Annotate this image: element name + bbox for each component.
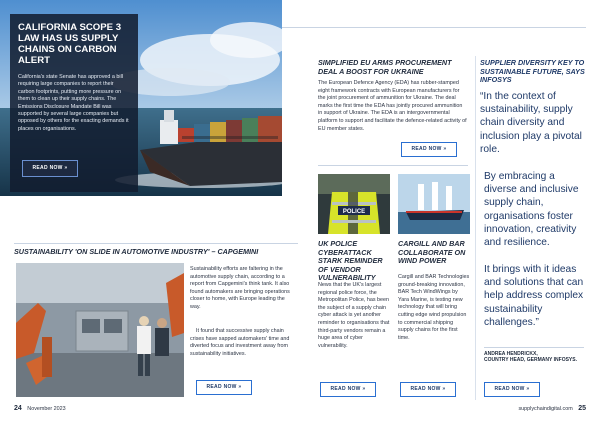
police-read-now-button[interactable]: READ NOW » xyxy=(320,382,376,397)
supplier-quote-2: By embracing a diverse and inclusive supply chain, organisations foster innovation, creativity and resilience. xyxy=(484,171,579,249)
eu-arms-headline: SIMPLIFIED EU ARMS PROCUREMENT DEAL A BOOST FOR UKRAINE xyxy=(318,58,452,76)
capgemini-para-1: Sustainability efforts are faltering in the automotive supply chain, according to a report from Capgemini's think tank. It also found automakers are bringing operations closer to home, with Europe leading the way. xyxy=(190,266,290,310)
wind-ship-image xyxy=(398,174,470,234)
eu-arms-divider xyxy=(318,165,468,166)
supplier-read-now-button[interactable]: READ NOW » xyxy=(484,382,540,397)
police-officer-image xyxy=(318,174,390,234)
attribution-divider xyxy=(484,347,584,348)
eu-arms-body: The European Defence Agency (EDA) has rubber-stamped eight framework contracts with European manufacturers for the joint procurement of ammunition for Ukraine. The deal marks the first time the EDA has jointly procured ammunition in support of Ukraine. The EDA is an intergovernmental platform to support and facilitate the defence-related activity of EU member states. xyxy=(318,80,467,132)
supplier-quote-1: “In the context of sustainability, supply chain diversity and inclusion play a pivotal role. xyxy=(480,91,582,155)
supplier-quote-3: It brings with it ideas and solutions that can help address complex sustainability challenges.” xyxy=(484,264,584,328)
police-vest-label: POLICE xyxy=(342,209,366,215)
page-number-left: 24 xyxy=(14,405,22,412)
hero-feature xyxy=(0,0,282,196)
site-url: supplychaindigital.com xyxy=(518,406,573,412)
hero-read-now-button[interactable]: READ NOW » xyxy=(22,160,78,177)
page-number-right: 25 xyxy=(578,405,586,412)
automotive-factory-image xyxy=(16,263,184,397)
hero-body: California's state Senate has approved a bill requiring large companies to report their carbon footprints, putting more pressure on them to clean up their supply chains. The Emissions Disclosure Mandate Bill was supported by several large companies but opposed by others for the exacting demands it places on organisations. xyxy=(18,74,129,132)
cargill-body: Cargill and BAR Technologies ground-breaking innovation, BAR Tech WindWings by Yara Marine, is testing new technology that will bring cutting edge wind propulsion to commercial shipping supply chains for the first time. xyxy=(398,274,470,341)
police-body: News that the UK's largest regional police force, the Metropolitan Police, has been the subject of a supply chain cyber attack is yet another reminder to organisations that third-party vendors remain a huge area of cyber vulnerability. xyxy=(318,282,390,349)
capgemini-headline: SUSTAINABILITY 'ON SLIDE IN AUTOMOTIVE INDUSTRY' – CAPGEMINI xyxy=(14,247,259,256)
hero-headline: CALIFORNIA SCOPE 3 LAW HAS US SUPPLY CHAINS ON CARBON ALERT xyxy=(18,22,122,66)
cargill-headline: CARGILL AND BAR COLLABORATE ON WIND POWER xyxy=(398,239,466,266)
footer-right xyxy=(518,405,586,412)
police-headline: UK POLICE CYBERATTACK STARK REMINDER OF VENDOR VULNERABILITY xyxy=(318,239,383,283)
cargill-read-now-button[interactable]: READ NOW » xyxy=(400,382,456,397)
attribution-name: ANDREA HENDRICKX, xyxy=(484,351,538,357)
supplier-attribution xyxy=(484,351,588,364)
capgemini-para-2: It found that successive supply chain crises have sapped automakers' time and diverted focus and investment away from sustainability initiatives. xyxy=(190,328,290,357)
capgemini-divider xyxy=(14,243,298,244)
column-divider xyxy=(475,56,476,400)
issue-date: November 2023 xyxy=(27,406,66,412)
eu-arms-read-now-button[interactable]: READ NOW » xyxy=(401,142,457,157)
supplier-headline: SUPPLIER DIVERSITY KEY TO SUSTAINABLE FUTURE, SAYS INFOSYS xyxy=(480,58,585,85)
attribution-role: COUNTRY HEAD, GERMANY INFOSYS. xyxy=(484,357,577,364)
footer-left xyxy=(14,405,66,412)
capgemini-read-now-button[interactable]: READ NOW » xyxy=(196,380,252,395)
